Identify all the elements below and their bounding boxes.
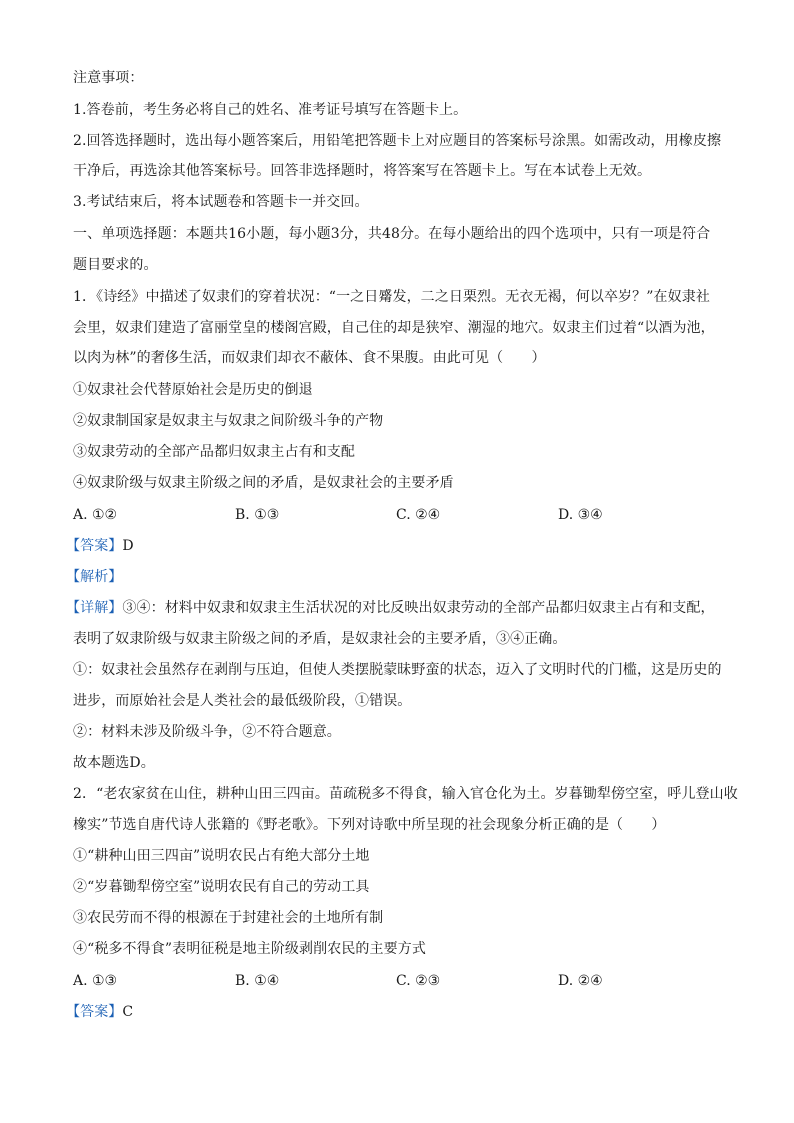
notes-heading: 注意事项： (73, 70, 144, 86)
q1-option-c: C. ②④ (396, 507, 441, 523)
answer-tag: 【答案】 (66, 538, 123, 554)
detail-tag: 【详解】 (66, 600, 123, 616)
q1-option-b: B. ①③ (235, 507, 280, 523)
section-heading-cont: 题目要求的。 (73, 257, 158, 273)
q1-detail-text-1: ③④：材料中奴隶和奴隶主生活状况的对比反映出奴隶劳动的全部产品都归奴隶主占有和支配， (122, 600, 715, 616)
q1-stem-line-2: 会里，奴隶们建造了富丽堂皇的楼阁宫殿，自己住的却是狭窄、潮湿的地穴。奴隶主们过着“以酒为池， (73, 320, 715, 336)
q1-statement-4: ④奴隶阶级与奴隶主阶级之间的矛盾，是奴隶社会的主要矛盾 (73, 475, 454, 491)
q2-option-a: A. ①③ (73, 973, 118, 989)
q1-option-a: A. ①② (73, 507, 118, 523)
q1-statement-3: ③奴隶劳动的全部产品都归奴隶主占有和支配 (73, 444, 355, 460)
q2-statement-1: ①“耕种山田三四亩”说明农民占有绝大部分土地 (73, 848, 370, 864)
q1-answer-line (66, 536, 714, 556)
q2-answer-line (66, 1002, 714, 1022)
q2-option-c: C. ②③ (396, 973, 441, 989)
q1-detail-line-3: ①：奴隶社会虽然存在剥削与压迫，但使人类摆脱蒙昧野蛮的状态，迈入了文明时代的门槛，这是历史的 (73, 662, 722, 678)
notes-item-2-cont: 干净后，再选涂其他答案标号。回答非选择题时，将答案写在答题卡上。写在本试卷上无效。 (73, 163, 652, 179)
q2-option-b: B. ①④ (235, 973, 280, 989)
q1-detail-line-1 (66, 598, 714, 618)
q1-detail-line-5: ②：材料未涉及阶级斗争，②不符合题意。 (73, 724, 341, 740)
q1-stem-line-1: 1．《诗经》中描述了奴隶们的穿着状况：“一之日觱发，二之日栗烈。无衣无褐，何以卒岁？”在奴隶社 (73, 289, 710, 305)
notes-item-1: 1.答卷前，考生务必将自己的姓名、准考证号填写在答题卡上。 (73, 102, 468, 118)
q2-stem-line-1: 2．“老农家贫在山住，耕种山田三四亩。苗疏税多不得食，输入官仓化为土。岁暮锄犁傍空室，呼儿登山收 (73, 786, 738, 802)
q1-detail-line-4: 进步，而原始社会是人类社会的最低级阶段，①错误。 (73, 693, 412, 709)
q1-statement-2: ②奴隶制国家是奴隶主与奴隶之间阶级斗争的产物 (73, 413, 384, 429)
notes-item-2: 2.回答选择题时，选出每小题答案后，用铅笔把答题卡上对应题目的答案标号涂黑。如需改动，用橡皮擦 (73, 133, 722, 149)
q1-answer-value: D (122, 538, 134, 554)
q1-stem-line-3: 以肉为林”的奢侈生活，而奴隶们却衣不蔽体、食不果腹。由此可见（ ） (73, 350, 546, 366)
q2-option-d: D. ②④ (558, 973, 603, 989)
q2-answer-value: C (122, 1004, 134, 1020)
analysis-tag: 【解析】 (66, 569, 123, 585)
q1-statement-1: ①奴隶社会代替原始社会是历史的倒退 (73, 382, 313, 398)
q1-detail-line-6: 故本题选D。 (73, 755, 155, 771)
q2-stem-line-2: 橡实”节选自唐代诗人张籍的《野老歌》。下列对诗歌中所呈现的社会现象分析正确的是（ ） (73, 817, 666, 833)
q1-analysis-line (66, 567, 714, 587)
answer-tag: 【答案】 (66, 1004, 123, 1020)
q2-statement-4: ④“税多不得食”表明征税是地主阶级剥削农民的主要方式 (73, 941, 426, 957)
q2-statement-2: ②“岁暮锄犁傍空室”说明农民有自己的劳动工具 (73, 879, 370, 895)
q1-option-d: D. ③④ (558, 507, 603, 523)
q2-statement-3: ③农民劳而不得的根源在于封建社会的土地所有制 (73, 910, 384, 926)
section-heading: 一、单项选择题：本题共16小题，每小题3分，共48分。在每小题给出的四个选项中，只有一项是符合 (73, 226, 711, 242)
q1-detail-line-2: 表明了奴隶阶级与奴隶主阶级之间的矛盾，是奴隶社会的主要矛盾，③④正确。 (73, 631, 567, 647)
notes-item-3: 3.考试结束后，将本试题卷和答题卡一并交回。 (73, 194, 369, 210)
